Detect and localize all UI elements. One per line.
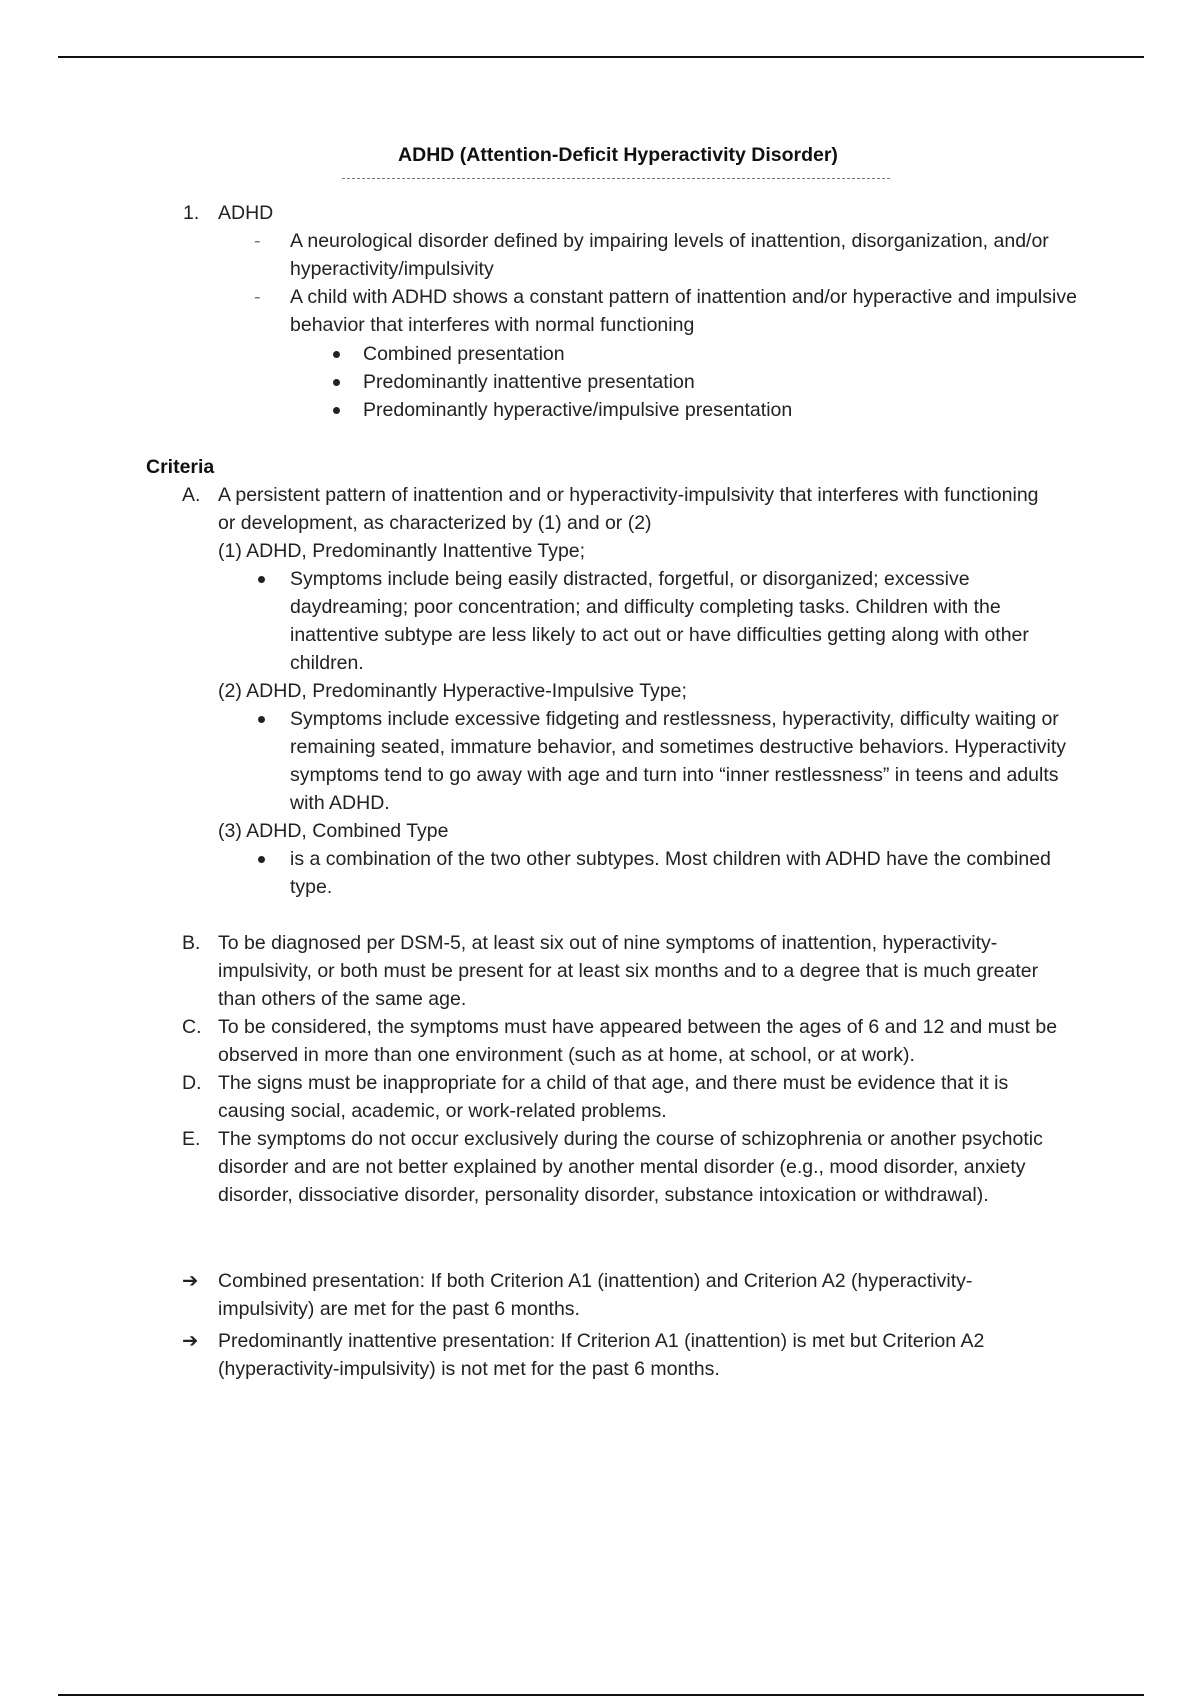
bullet-icon bbox=[258, 576, 265, 583]
criterion-letter: D. bbox=[182, 1072, 202, 1094]
document-title: ADHD (Attention-Deficit Hyperactivity Disorder) bbox=[398, 144, 838, 166]
top-rule bbox=[58, 56, 1144, 58]
dash-marker: - bbox=[254, 230, 261, 252]
presentation-item: Predominantly inattentive presentation bbox=[363, 371, 695, 393]
presentation-note: Combined presentation: If both Criterion A1 (inattention) and Criterion A2 (hyperactivity-impulsivity) are met for the past 6 months. bbox=[218, 1270, 973, 1320]
definition-item: A neurological disorder defined by impairing levels of inattention, disorganization, and/or hyperactivity/impulsivity bbox=[290, 230, 1049, 280]
bullet-icon bbox=[333, 351, 340, 358]
subtype-label: (3) ADHD, Combined Type bbox=[218, 820, 449, 842]
subtype-description: Symptoms include excessive fidgeting and restlessness, hyperactivity, difficulty waiting or remaining seated, immature behavior, and sometimes destructive behaviors. Hyperactivity symptoms tend to go away with age and turn into “inner restlessness” in teens and adults with ADHD. bbox=[290, 708, 1067, 814]
subtype-description: is a combination of the two other subtypes. Most children with ADHD have the combined type. bbox=[290, 848, 1051, 898]
presentation-item: Predominantly hyperactive/impulsive presentation bbox=[363, 399, 793, 421]
arrow-icon: ➔ bbox=[182, 1330, 199, 1352]
dash-marker: - bbox=[254, 286, 261, 308]
definition-item: A child with ADHD shows a constant pattern of inattention and/or hyperactive and impulsive behavior that interferes with normal functioning bbox=[290, 286, 1077, 336]
criterion-letter: C. bbox=[182, 1016, 202, 1038]
criterion-letter: A. bbox=[182, 484, 201, 506]
criterion-letter: B. bbox=[182, 932, 201, 954]
criteria-heading: Criteria bbox=[146, 456, 215, 478]
title-divider bbox=[342, 178, 890, 179]
section-heading: ADHD bbox=[218, 202, 274, 224]
subtype-description: Symptoms include being easily distracted, forgetful, or disorganized; excessive daydreaming; poor concentration; and difficulty completing tasks. Children with the inattentive subtype are less likely to act out or have difficulties getting along with other children. bbox=[290, 568, 1029, 674]
bottom-rule bbox=[58, 1694, 1144, 1696]
bullet-icon bbox=[258, 716, 265, 723]
arrow-icon: ➔ bbox=[182, 1270, 199, 1292]
criterion-text: The symptoms do not occur exclusively during the course of schizophrenia or another psychotic disorder and are not better explained by another mental disorder (e.g., mood disorder, anxiety disorder, dissociative disorder, personality disorder, substance intoxication or withdrawal). bbox=[218, 1128, 1043, 1206]
subtype-label: (1) ADHD, Predominantly Inattentive Type; bbox=[218, 540, 586, 562]
bullet-icon bbox=[333, 407, 340, 414]
criterion-text: A persistent pattern of inattention and or hyperactivity-impulsivity that interferes with functioning or development, as characterized by (1) and or (2) bbox=[218, 484, 1039, 534]
criterion-text: The signs must be inappropriate for a child of that age, and there must be evidence that it is causing social, academic, or work-related problems. bbox=[218, 1072, 1009, 1122]
presentation-note: Predominantly inattentive presentation: If Criterion A1 (inattention) is met but Criterion A2 (hyperactivity-impulsivity) is not met for the past 6 months. bbox=[218, 1330, 985, 1380]
bullet-icon bbox=[333, 379, 340, 386]
criterion-text: To be considered, the symptoms must have appeared between the ages of 6 and 12 and must be observed in more than one environment (such as at home, at school, or at work). bbox=[218, 1016, 1058, 1066]
criterion-letter: E. bbox=[182, 1128, 201, 1150]
criterion-text: To be diagnosed per DSM-5, at least six out of nine symptoms of inattention, hyperactivity-impulsivity, or both must be present for at least six months and to a degree that is much greater than others of the same age. bbox=[218, 932, 1039, 1010]
bullet-icon bbox=[258, 856, 265, 863]
presentation-item: Combined presentation bbox=[363, 343, 565, 365]
subtype-label: (2) ADHD, Predominantly Hyperactive-Impulsive Type; bbox=[218, 680, 687, 702]
section-number: 1. bbox=[183, 202, 200, 224]
